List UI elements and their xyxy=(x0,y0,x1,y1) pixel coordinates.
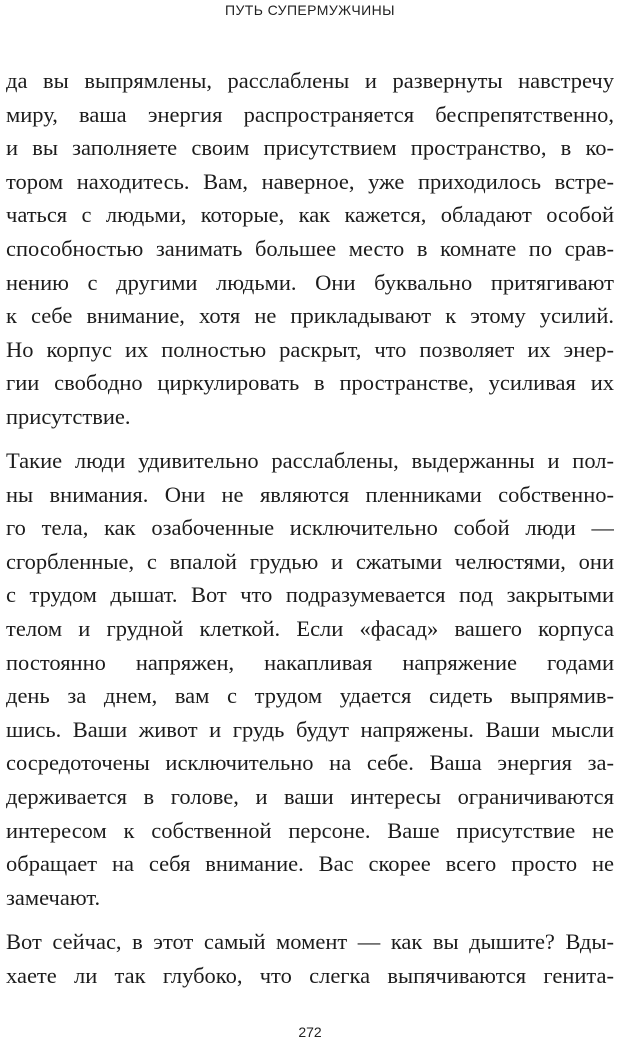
text-line: постоянно напряжен, накапливая напряжение годами xyxy=(6,649,614,675)
text-line: телом и грудной клеткой. Если «фасад» вашего корпуса xyxy=(6,615,614,641)
text-line: шись. Ваши живот и грудь будут напряжены. Ваши мысли xyxy=(6,716,614,742)
text-line: Вот сейчас, в этот самый момент — как вы дышите? Вды- xyxy=(6,929,614,954)
text-line: замечают. xyxy=(6,884,101,910)
text-line: и вы заполняете своим присутствием пространство, в ко- xyxy=(6,135,614,161)
text-line: способностью занимать большее место в комнате по срав- xyxy=(6,235,614,261)
text-line: да вы выпрямлены, расслаблены и развернуты навстречу xyxy=(6,68,614,93)
text-line: держивается в голове, и ваши интересы ограничиваются xyxy=(6,783,614,809)
text-line: гии свободно циркулировать в пространстве, усиливая их xyxy=(6,370,614,396)
text-line: го тела, как озабоченные исключительно собой люди — xyxy=(6,515,614,541)
paragraph-1 xyxy=(6,64,614,434)
text-line: миру, ваша энергия распространяется беспрепятственно, xyxy=(6,101,614,127)
text-line: к себе внимание, хотя не прикладывают к этому усилий. xyxy=(6,303,614,329)
text-line: Такие люди удивительно расслаблены, выдержанны и пол- xyxy=(6,448,614,473)
page-number: 272 xyxy=(298,1024,322,1040)
text-line: обращает на себя внимание. Вас скорее всего просто не xyxy=(6,851,614,877)
running-title: ПУТЬ СУПЕРМУЖЧИНЫ xyxy=(225,2,395,18)
text-line: с трудом дышат. Вот что подразумевается под закрытыми xyxy=(6,582,614,608)
text-line: присутствие. xyxy=(6,403,131,429)
text-line: нению с другими людьми. Они буквально притягивают xyxy=(6,269,614,295)
text-line: ны внимания. Они не являются пленниками собственно- xyxy=(6,481,614,507)
text-line: день за днем, вам с трудом удается сидеть выпрямив- xyxy=(6,683,614,709)
text-line: сосредоточены исключительно на себе. Ваша энергия за- xyxy=(6,750,614,776)
text-line: Но корпус их полностью раскрыт, что позволяет их энер- xyxy=(6,336,614,362)
text-line: интересом к собственной персоне. Ваше присутствие не xyxy=(6,817,614,843)
text-line: чаться с людьми, которые, как кажется, обладают особой xyxy=(6,202,614,228)
paragraph-2 xyxy=(6,444,614,914)
text-line: хаете ли так глубоко, что слегка выпячиваются генита- xyxy=(6,962,614,988)
text-line: тором находитесь. Вам, наверное, уже приходилось встре- xyxy=(6,168,614,194)
text-line: сгорбленные, с впалой грудью и сжатыми челюстями, они xyxy=(6,548,614,574)
paragraph-3 xyxy=(6,925,614,992)
